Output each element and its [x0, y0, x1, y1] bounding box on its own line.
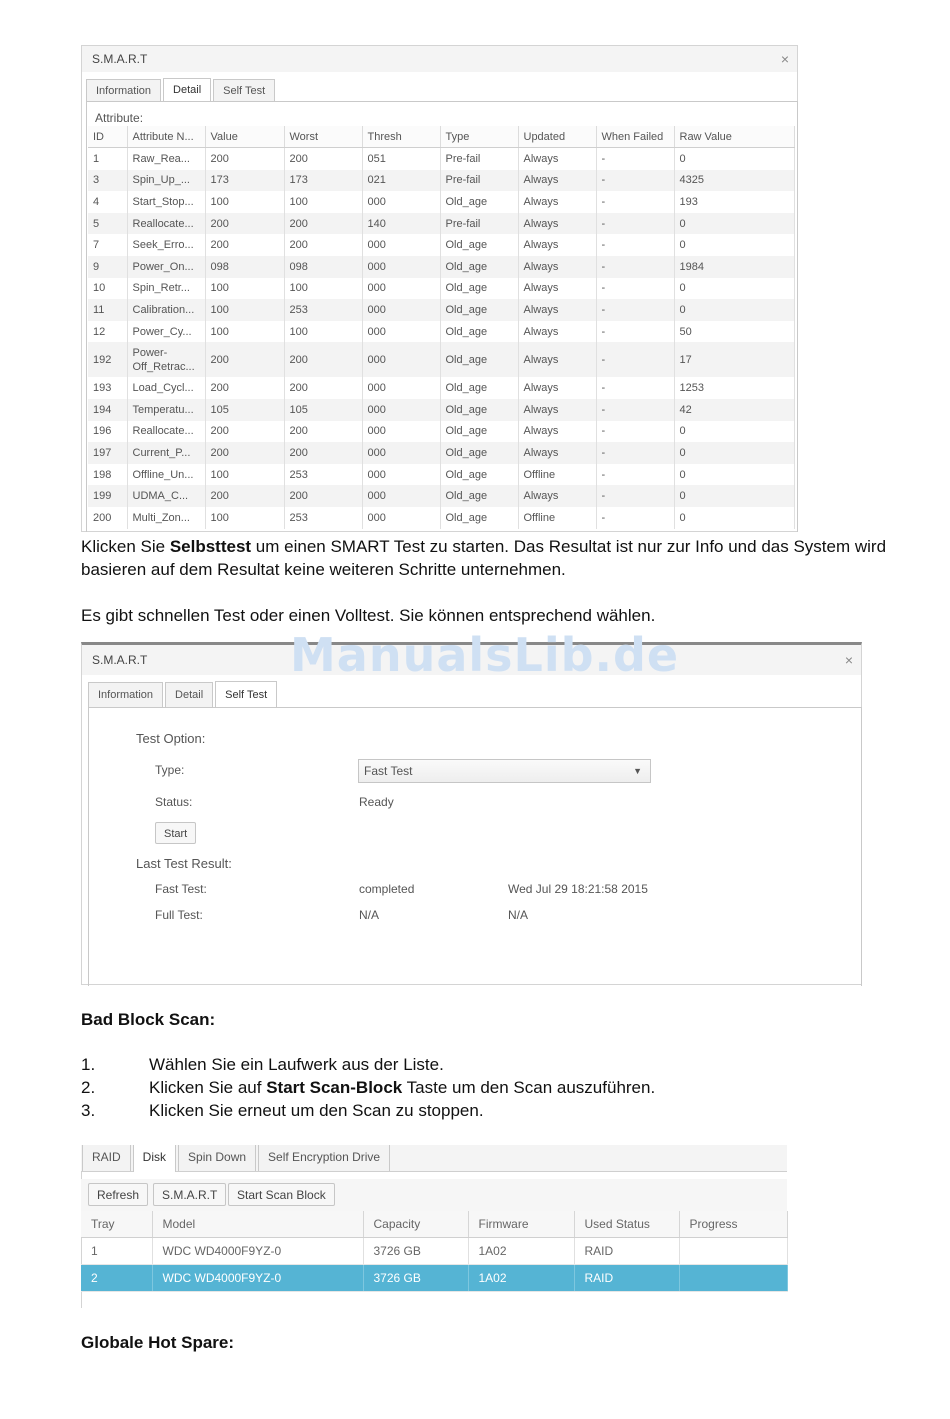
table-cell: -: [596, 321, 674, 343]
table-cell: 100: [205, 278, 284, 300]
table-cell: 000: [362, 299, 440, 321]
table-cell: -: [596, 399, 674, 421]
table-cell: Old_age: [440, 485, 518, 507]
table-cell: 000: [362, 377, 440, 399]
dropdown-arrow-icon: ▼: [633, 766, 642, 776]
table-cell: 000: [362, 399, 440, 421]
table-cell: [679, 1265, 787, 1292]
table-cell: 173: [205, 170, 284, 192]
table-row[interactable]: [88, 485, 794, 507]
status-label: Status:: [155, 795, 193, 809]
table-cell: 0: [674, 213, 794, 235]
step-text-pre: Klicken Sie erneut um den Scan zu stoppen.: [149, 1101, 484, 1120]
table-cell: 3726 GB: [363, 1265, 468, 1292]
table-cell: 4: [88, 191, 127, 213]
table-cell: 105: [205, 399, 284, 421]
column-header[interactable]: ID: [88, 126, 127, 148]
tab-information[interactable]: Information: [88, 682, 163, 707]
table-cell: 0: [674, 442, 794, 464]
table-cell: -: [596, 148, 674, 170]
table-row[interactable]: [88, 421, 794, 443]
column-header[interactable]: Firmware: [468, 1211, 574, 1238]
p1-bold: Selbsttest: [169, 537, 252, 556]
table-cell: 105: [284, 399, 362, 421]
step-text-pre: Wählen Sie ein Laufwerk aus der Liste.: [149, 1055, 444, 1074]
p1-text-pre: Klicken Sie: [81, 537, 170, 556]
table-cell: 197: [88, 442, 127, 464]
table-cell: 253: [284, 299, 362, 321]
full-test-label: Full Test:: [155, 908, 203, 922]
step-text-pre: Klicken Sie auf: [149, 1078, 267, 1097]
table-cell: Current_P...: [127, 442, 205, 464]
table-cell: 199: [88, 485, 127, 507]
heading-bad-block-scan: Bad Block Scan:: [81, 1010, 216, 1029]
table-cell: 000: [362, 321, 440, 343]
column-header[interactable]: Thresh: [362, 126, 440, 148]
table-cell: 051: [362, 148, 440, 170]
table-cell: Old_age: [440, 256, 518, 278]
table-cell: 000: [362, 507, 440, 529]
table-cell: 193: [674, 191, 794, 213]
table-cell: Temperatu...: [127, 399, 205, 421]
table-cell: -: [596, 213, 674, 235]
table-cell: 200: [284, 213, 362, 235]
table-cell: 0: [674, 299, 794, 321]
table-cell: Old_age: [440, 191, 518, 213]
tab-raid[interactable]: RAID: [82, 1145, 131, 1171]
table-cell: Old_age: [440, 234, 518, 256]
table-cell: Power-Off_Retrac...: [127, 342, 205, 377]
smart-button[interactable]: S.M.A.R.T: [153, 1183, 226, 1206]
table-cell: 253: [284, 507, 362, 529]
step-text: [149, 1078, 655, 1098]
table-cell: 200: [284, 421, 362, 443]
table-cell: -: [596, 507, 674, 529]
table-cell: 100: [284, 321, 362, 343]
table-cell: Power_On...: [127, 256, 205, 278]
table-cell: 200: [284, 485, 362, 507]
table-cell: 1: [81, 1238, 152, 1265]
table-cell: 1253: [674, 377, 794, 399]
step-text: [149, 1055, 444, 1075]
table-cell: Load_Cycl...: [127, 377, 205, 399]
table-cell: RAID: [574, 1265, 679, 1292]
attribute-table: [88, 126, 795, 529]
table-cell: 200: [88, 507, 127, 529]
table-cell: 3: [88, 170, 127, 192]
table-cell: -: [596, 299, 674, 321]
table-cell: Power_Cy...: [127, 321, 205, 343]
table-row[interactable]: [88, 321, 794, 343]
disk-table: [81, 1211, 788, 1292]
tab-detail[interactable]: Detail: [165, 682, 213, 707]
table-row[interactable]: [88, 299, 794, 321]
tab-spin-down[interactable]: Spin Down: [178, 1145, 256, 1171]
table-row[interactable]: [88, 148, 794, 170]
table-cell: 000: [362, 464, 440, 486]
type-label: Type:: [155, 763, 185, 777]
table-cell: 000: [362, 278, 440, 300]
table-cell: 1984: [674, 256, 794, 278]
column-header[interactable]: Progress: [679, 1211, 787, 1238]
step-text: [149, 1101, 484, 1121]
table-cell: Seek_Erro...: [127, 234, 205, 256]
table-cell: 000: [362, 191, 440, 213]
table-cell: -: [596, 278, 674, 300]
attribute-label: Attribute:: [95, 111, 144, 125]
table-cell: 12: [88, 321, 127, 343]
table-cell: 100: [205, 299, 284, 321]
table-cell: 200: [205, 148, 284, 170]
table-cell: 4325: [674, 170, 794, 192]
table-cell: -: [596, 442, 674, 464]
table-cell: Always: [518, 485, 596, 507]
table-cell: 100: [284, 278, 362, 300]
table-cell: Always: [518, 191, 596, 213]
test-type-select[interactable]: [358, 759, 651, 783]
table-cell: Always: [518, 421, 596, 443]
table-cell: Reallocate...: [127, 421, 205, 443]
table-cell: 200: [205, 421, 284, 443]
table-cell: 192: [88, 342, 127, 377]
table-cell: 000: [362, 342, 440, 377]
table-cell: 200: [205, 342, 284, 377]
full-test-time: N/A: [508, 908, 529, 922]
table-cell: 000: [362, 485, 440, 507]
table-cell: Always: [518, 278, 596, 300]
table-row[interactable]: [88, 464, 794, 486]
table-cell: 0: [674, 421, 794, 443]
disk-tab-bar: [82, 1145, 392, 1172]
table-cell: Old_age: [440, 377, 518, 399]
close-icon[interactable]: ×: [780, 51, 789, 67]
table-cell: 1A02: [468, 1265, 574, 1292]
fast-test-status: completed: [359, 882, 415, 896]
table-cell: 0: [674, 234, 794, 256]
table-cell: 100: [205, 191, 284, 213]
paragraph-test-types: Es gibt schnellen Test oder einen Volltest. Sie können entsprechend wählen.: [81, 606, 656, 625]
column-header[interactable]: Raw Value: [674, 126, 794, 148]
table-cell: 000: [362, 256, 440, 278]
table-cell: 196: [88, 421, 127, 443]
table-cell: 200: [284, 377, 362, 399]
tab-self-test[interactable]: Self Test: [215, 681, 277, 708]
table-cell: 100: [205, 321, 284, 343]
table-cell: 17: [674, 342, 794, 377]
table-cell: -: [596, 342, 674, 377]
table-cell: 198: [88, 464, 127, 486]
column-header[interactable]: When Failed: [596, 126, 674, 148]
table-cell: Always: [518, 170, 596, 192]
table-cell: Raw_Rea...: [127, 148, 205, 170]
table-cell: 3726 GB: [363, 1238, 468, 1265]
tab-self-test[interactable]: Self Test: [213, 79, 275, 101]
table-cell: 0: [674, 507, 794, 529]
table-cell: 173: [284, 170, 362, 192]
table-row[interactable]: [88, 234, 794, 256]
table-row[interactable]: [88, 377, 794, 399]
table-cell: [679, 1238, 787, 1265]
watermark: ManualsLib.de: [290, 628, 680, 682]
table-cell: Old_age: [440, 399, 518, 421]
test-type-value: Fast Test: [364, 764, 413, 778]
table-cell: 200: [205, 234, 284, 256]
table-cell: -: [596, 464, 674, 486]
table-cell: 0: [674, 464, 794, 486]
table-cell: Always: [518, 256, 596, 278]
table-row[interactable]: [88, 191, 794, 213]
table-cell: Always: [518, 299, 596, 321]
table-cell: Old_age: [440, 278, 518, 300]
fast-test-label: Fast Test:: [155, 882, 207, 896]
table-cell: Reallocate...: [127, 213, 205, 235]
table-cell: Multi_Zon...: [127, 507, 205, 529]
table-cell: 0: [674, 148, 794, 170]
table-cell: Old_age: [440, 321, 518, 343]
tab-disk[interactable]: Disk: [133, 1145, 176, 1172]
table-cell: Old_age: [440, 421, 518, 443]
table-row[interactable]: [88, 170, 794, 192]
table-row[interactable]: [88, 442, 794, 464]
step-number: 1.: [81, 1055, 96, 1074]
table-row[interactable]: [81, 1238, 787, 1265]
test-option-heading: Test Option:: [136, 731, 206, 746]
column-header[interactable]: Worst: [284, 126, 362, 148]
table-cell: -: [596, 191, 674, 213]
tab-detail[interactable]: Detail: [163, 78, 211, 102]
table-cell: Old_age: [440, 442, 518, 464]
table-cell: 2: [81, 1265, 152, 1292]
step-number: 2.: [81, 1078, 96, 1097]
table-cell: 200: [284, 148, 362, 170]
table-cell: 100: [284, 191, 362, 213]
table-cell: Pre-fail: [440, 148, 518, 170]
table-cell: 140: [362, 213, 440, 235]
p1-text-post: um einen SMART Test zu starten. Das Resultat ist nur zur Info und das System wird basieren auf dem Resultat keine weiteren Schritte unternehmen.: [81, 537, 887, 579]
table-cell: 10: [88, 278, 127, 300]
column-header[interactable]: Attribute N...: [127, 126, 205, 148]
table-cell: 7: [88, 234, 127, 256]
table-cell: 000: [362, 442, 440, 464]
table-cell: -: [596, 377, 674, 399]
table-cell: 1A02: [468, 1238, 574, 1265]
step-text-bold: Start Scan-Block: [266, 1078, 403, 1097]
table-row[interactable]: [88, 507, 794, 529]
column-header[interactable]: Updated: [518, 126, 596, 148]
table-cell: 000: [362, 421, 440, 443]
table-cell: -: [596, 170, 674, 192]
table-cell: WDC WD4000F9YZ-0: [152, 1238, 363, 1265]
table-cell: Offline: [518, 464, 596, 486]
fast-test-time: Wed Jul 29 18:21:58 2015: [508, 882, 648, 896]
table-cell: 0: [674, 485, 794, 507]
table-cell: 200: [284, 234, 362, 256]
step-text-post: Taste um den Scan auszuführen.: [402, 1078, 656, 1097]
table-cell: Pre-fail: [440, 170, 518, 192]
status-value: Ready: [359, 795, 394, 809]
table-cell: 5: [88, 213, 127, 235]
table-cell: 000: [362, 234, 440, 256]
tab-bar: [86, 79, 277, 102]
table-row[interactable]: [88, 213, 794, 235]
table-cell: 11: [88, 299, 127, 321]
table-cell: Always: [518, 377, 596, 399]
table-cell: 193: [88, 377, 127, 399]
table-cell: Always: [518, 399, 596, 421]
table-row[interactable]: [88, 256, 794, 278]
table-row[interactable]: [81, 1265, 787, 1292]
table-row[interactable]: [88, 399, 794, 421]
dialog-title: S.M.A.R.T: [82, 46, 797, 72]
table-cell: Always: [518, 342, 596, 377]
start-button[interactable]: Start: [155, 822, 196, 844]
table-cell: Old_age: [440, 507, 518, 529]
dialog-title: S.M.A.R.T: [82, 645, 861, 675]
table-cell: 200: [205, 213, 284, 235]
table-cell: 200: [284, 442, 362, 464]
table-cell: Always: [518, 213, 596, 235]
tab-self-encryption-drive[interactable]: Self Encryption Drive: [258, 1145, 390, 1171]
table-cell: 200: [205, 377, 284, 399]
paragraph-selbsttest: [81, 535, 901, 581]
step-number: 3.: [81, 1101, 96, 1120]
table-cell: Old_age: [440, 342, 518, 377]
tab-content-border: [88, 707, 862, 986]
table-row[interactable]: [88, 278, 794, 300]
column-header[interactable]: Type: [440, 126, 518, 148]
table-cell: 9: [88, 256, 127, 278]
table-cell: Always: [518, 148, 596, 170]
heading-global-hot-spare: Globale Hot Spare:: [81, 1333, 235, 1352]
close-icon[interactable]: ×: [844, 652, 853, 668]
start-scan-block-button[interactable]: Start Scan Block: [228, 1183, 335, 1206]
table-row[interactable]: [88, 342, 794, 377]
table-cell: 021: [362, 170, 440, 192]
table-cell: 098: [284, 256, 362, 278]
table-cell: 200: [205, 442, 284, 464]
column-header[interactable]: Tray: [81, 1211, 152, 1238]
table-cell: WDC WD4000F9YZ-0: [152, 1265, 363, 1292]
table-cell: Start_Stop...: [127, 191, 205, 213]
table-cell: Offline: [518, 507, 596, 529]
full-test-status: N/A: [359, 908, 380, 922]
table-cell: Calibration...: [127, 299, 205, 321]
table-cell: 253: [284, 464, 362, 486]
table-cell: 194: [88, 399, 127, 421]
table-cell: -: [596, 234, 674, 256]
table-cell: Offline_Un...: [127, 464, 205, 486]
table-cell: Spin_Retr...: [127, 278, 205, 300]
smart-selftest-dialog: [81, 642, 862, 985]
column-header[interactable]: Capacity: [363, 1211, 468, 1238]
table-cell: 098: [205, 256, 284, 278]
table-cell: Always: [518, 442, 596, 464]
table-cell: Always: [518, 234, 596, 256]
column-header[interactable]: Used Status: [574, 1211, 679, 1238]
table-cell: 42: [674, 399, 794, 421]
refresh-button[interactable]: Refresh: [88, 1183, 148, 1206]
table-cell: RAID: [574, 1238, 679, 1265]
table-cell: 200: [205, 485, 284, 507]
table-cell: 100: [205, 507, 284, 529]
table-cell: 50: [674, 321, 794, 343]
table-cell: Old_age: [440, 299, 518, 321]
table-cell: Always: [518, 321, 596, 343]
table-cell: Old_age: [440, 464, 518, 486]
table-cell: -: [596, 421, 674, 443]
table-cell: Pre-fail: [440, 213, 518, 235]
column-header[interactable]: Model: [152, 1211, 363, 1238]
table-cell: 1: [88, 148, 127, 170]
table-cell: -: [596, 256, 674, 278]
table-cell: -: [596, 485, 674, 507]
tab-information[interactable]: Information: [86, 79, 161, 101]
table-cell: Spin_Up_...: [127, 170, 205, 192]
column-header[interactable]: Value: [205, 126, 284, 148]
table-cell: 100: [205, 464, 284, 486]
last-result-heading: Last Test Result:: [136, 856, 232, 871]
table-cell: 0: [674, 278, 794, 300]
tab-bar: [88, 682, 279, 708]
table-cell: UDMA_C...: [127, 485, 205, 507]
table-cell: 200: [284, 342, 362, 377]
